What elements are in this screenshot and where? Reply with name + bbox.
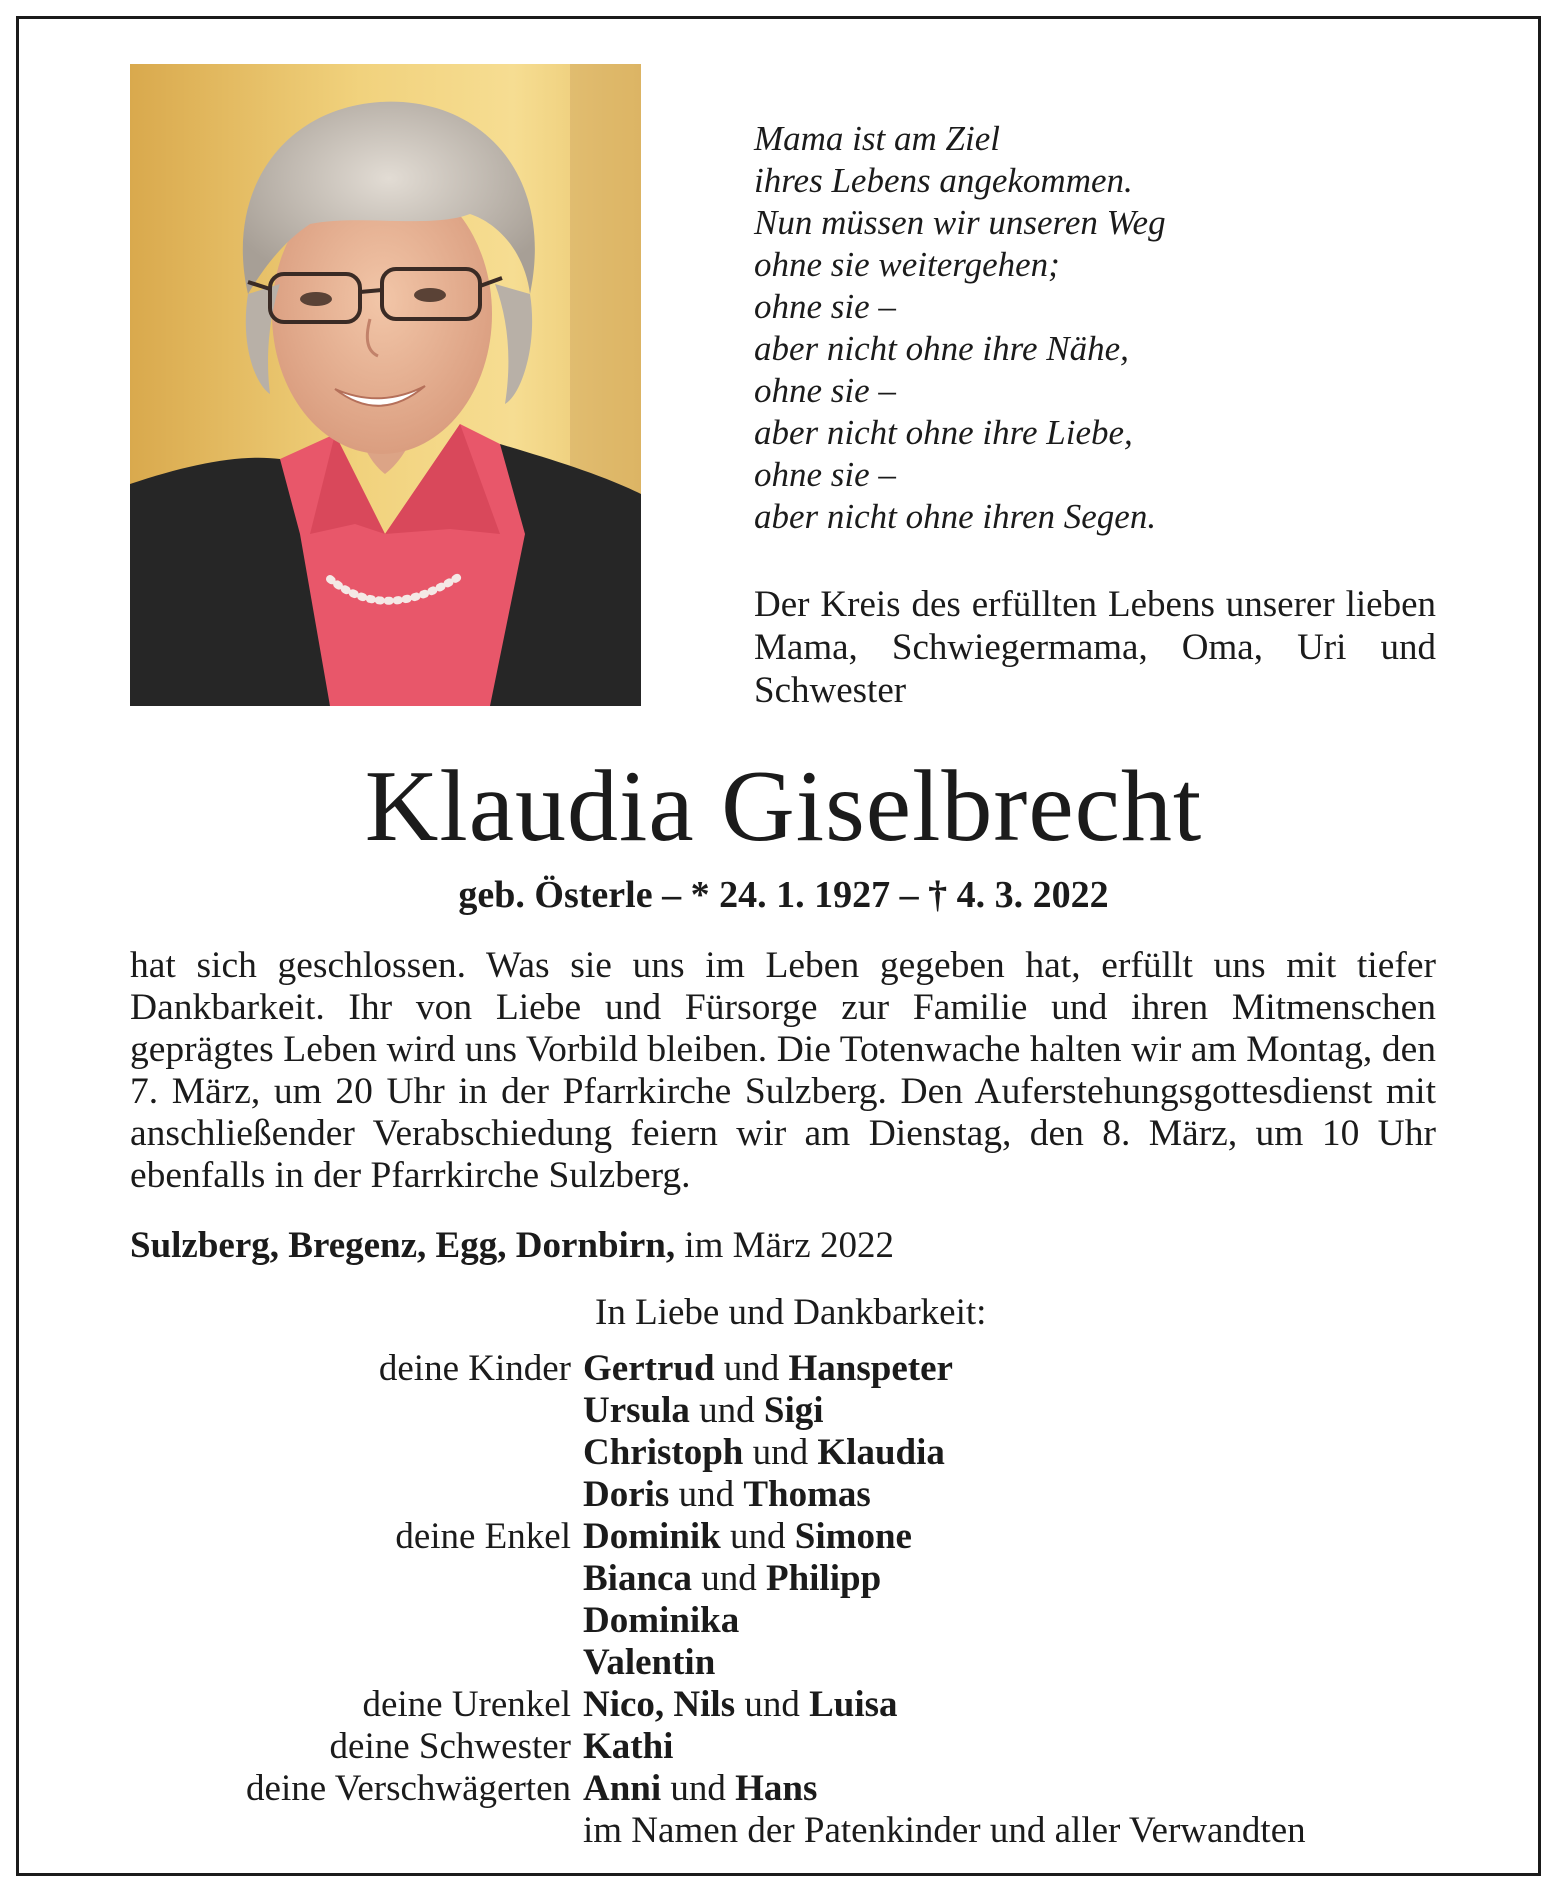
- family-label: [130, 1558, 583, 1600]
- intro-text: Der Kreis des erfüllten Lebens unserer lieben Mama, Schwiegermama, Oma, Uri und Schwester: [754, 584, 1436, 711]
- family-row: [130, 1726, 1460, 1768]
- poem-line: aber nicht ohne ihren Segen.: [754, 497, 1157, 536]
- family-row: [130, 1348, 1460, 1390]
- family-name: Anni: [583, 1768, 662, 1809]
- family-name: Simone: [794, 1516, 912, 1557]
- family-name: Philipp: [765, 1558, 882, 1599]
- family-label: [130, 1390, 583, 1432]
- poem-line: Nun müssen wir unseren Weg: [754, 203, 1166, 242]
- poem-line: ihres Lebens angekommen.: [754, 161, 1133, 200]
- family-joiner: und: [678, 1474, 735, 1515]
- family-names: [583, 1432, 945, 1474]
- family-name: Dominik: [583, 1516, 721, 1557]
- poem-line: aber nicht ohne ihre Nähe,: [754, 329, 1129, 368]
- family-joiner: und: [670, 1768, 726, 1809]
- family-joiner: und: [699, 1390, 755, 1431]
- family-names: [583, 1516, 912, 1558]
- family-name: Thomas: [743, 1474, 871, 1515]
- poem-line: ohne sie –: [754, 371, 896, 410]
- family-name: Kathi: [583, 1726, 674, 1767]
- family-row: [130, 1768, 1460, 1810]
- birth-death-details: geb. Österle – * 24. 1. 1927 – † 4. 3. 2022: [458, 874, 1109, 916]
- family-names: [583, 1390, 824, 1432]
- family-label: [130, 1432, 583, 1474]
- family-names: [583, 1474, 871, 1516]
- places-date: im März 2022: [684, 1225, 894, 1266]
- signoff: In Liebe und Dankbarkeit:: [595, 1292, 987, 1333]
- poem-line: Mama ist am Ziel: [754, 119, 1000, 158]
- family-name: Doris: [583, 1474, 670, 1515]
- family-names: [583, 1726, 673, 1768]
- family-name: Klaudia: [817, 1432, 945, 1473]
- deceased-name: Klaudia Giselbrecht: [364, 750, 1203, 863]
- family-name: Nico, Nils: [583, 1684, 736, 1725]
- poem-line: ohne sie weitergehen;: [754, 245, 1060, 284]
- family-label: deine Verschwägerten: [246, 1768, 571, 1809]
- family-name: Dominika: [583, 1600, 740, 1641]
- portrait-photo: [130, 64, 641, 706]
- family-name: Sigi: [763, 1390, 824, 1431]
- poem-line: ohne sie –: [754, 455, 896, 494]
- places-line: [130, 1225, 1436, 1267]
- poem: [754, 118, 1474, 538]
- family-row: [130, 1516, 1460, 1558]
- family-name: Hanspeter: [788, 1348, 953, 1389]
- family-name: Hans: [735, 1768, 818, 1809]
- family-label: [130, 1642, 583, 1684]
- family-label: [130, 1474, 583, 1516]
- family-closing-row: [130, 1810, 1460, 1852]
- family-name: Luisa: [809, 1684, 898, 1725]
- family-joiner: und: [701, 1558, 757, 1599]
- poem-line: ohne sie –: [754, 287, 896, 326]
- family-name: Christoph: [583, 1432, 744, 1473]
- family-name: Bianca: [583, 1558, 692, 1599]
- family-row: [130, 1390, 1460, 1432]
- family-names: [583, 1768, 817, 1810]
- family-list: [130, 1348, 1460, 1852]
- family-joiner: und: [752, 1432, 809, 1473]
- family-joiner: und: [744, 1684, 800, 1725]
- family-row: [130, 1642, 1460, 1684]
- family-label: [130, 1600, 583, 1642]
- family-name: Gertrud: [583, 1348, 715, 1389]
- family-label: deine Urenkel: [362, 1684, 571, 1725]
- family-name: Ursula: [583, 1390, 690, 1431]
- family-label: deine Enkel: [395, 1516, 571, 1557]
- family-names: [583, 1558, 881, 1600]
- family-row: [130, 1432, 1460, 1474]
- family-joiner: und: [730, 1516, 786, 1557]
- family-row: [130, 1474, 1460, 1516]
- family-label: deine Schwester: [329, 1726, 571, 1767]
- family-name: Valentin: [583, 1642, 716, 1683]
- family-names: [583, 1642, 715, 1684]
- places-towns: Sulzberg, Bregenz, Egg, Dornbirn,: [130, 1225, 676, 1266]
- body-text: hat sich geschlossen. Was sie uns im Leben gegeben hat, erfüllt uns mit tiefer Dankbarkeit. Ihr von Liebe und Fürsorge zur Familie und ihren Mitmenschen geprägtes Leben wird uns Vorbild bleiben. Die Totenwache halten wir am Montag, den 7. März, um 20 Uhr in der Pfarrkirche Sulzberg. Den Auferstehungsgottesdienst mit anschließender Verabschiedung feiern wir am Dienstag, den 8. März, um 10 Uhr ebenfalls in der Pfarrkirche Sulzberg.: [130, 945, 1436, 1196]
- family-names: [583, 1684, 898, 1726]
- family-row: [130, 1558, 1460, 1600]
- family-row: [130, 1684, 1460, 1726]
- family-label: deine Kinder: [378, 1348, 571, 1389]
- poem-line: aber nicht ohne ihre Liebe,: [754, 413, 1133, 452]
- family-joiner: und: [723, 1348, 780, 1389]
- family-names: [583, 1348, 953, 1390]
- family-names: [583, 1600, 739, 1642]
- family-closing: im Namen der Patenkinder und aller Verwandten: [583, 1810, 1306, 1851]
- family-row: [130, 1600, 1460, 1642]
